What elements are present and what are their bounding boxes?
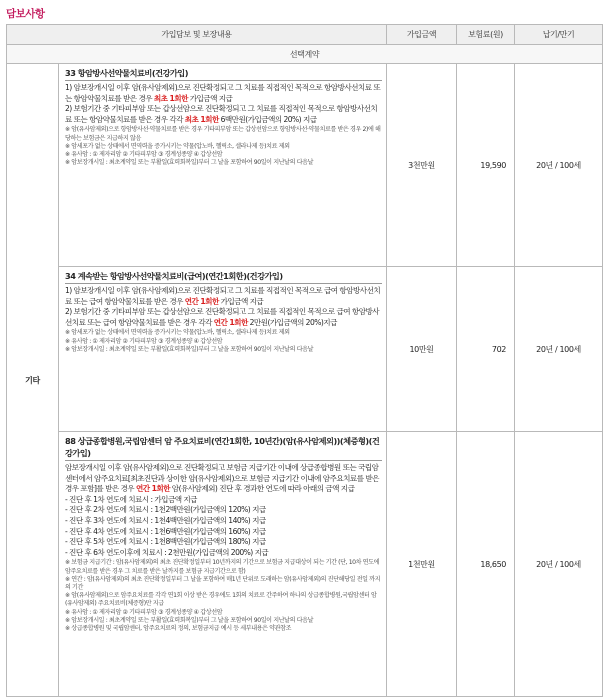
coverage-paragraph-1: 1) 암보장개시일 이후 암(유사암제외)으로 진단확정되고 그 치료를 직접적인 목적으로 항암방사선치료 또는 항암약물치료를 받은 경우 최초 1회한 가입금액 지급 bbox=[65, 83, 381, 103]
payout-schedule-list bbox=[65, 495, 382, 559]
header-coverage: 가입담보 및 보장내용 bbox=[7, 25, 387, 45]
header-premium: 보험료(원) bbox=[457, 25, 515, 45]
list-item: - 진단 후 5차 연도에 치료시 : 1천8백만원(가입금액의 180%) 지급 bbox=[65, 537, 266, 547]
premium-cell: 702 bbox=[457, 267, 515, 432]
header-period: 납기/만기 bbox=[515, 25, 603, 45]
limit-highlight: 연간 1회한 bbox=[213, 317, 248, 327]
coverage-title: 88 상급종합병원,국립암센터 암 주요치료비(연간1회한, 10년간)(암(유사암제외))(체증형)(건강가입) bbox=[65, 436, 380, 458]
list-item: - 진단 후 4차 연도에 치료시 : 1천6백만원(가입금액의 160%) 지급 bbox=[65, 526, 266, 536]
note-line: ※ 보험금 지급기간 : 암(유사암제외)의 최초 진단확정일부터 10년까지의 기간으로 보험금 지급대상이 되는 기간 (단, 10차 연도에 암주요치료를 받은 경우 그 치료를 받은 날까지를 보험금 지급기간으로 함) bbox=[65, 559, 380, 575]
table-row bbox=[7, 432, 603, 697]
coverage-paragraph-2: 2) 보험기간 중 기타피부암 또는 갑상선암으로 진단확정되고 그 치료를 직접적인 목적으로 항암방사선치료 또는 항암약물치료를 받은 경우 각각 최초 1회한 6백만원(가입금액의 20%) 지급 bbox=[65, 104, 378, 124]
coverage-desc-88 bbox=[59, 432, 387, 697]
coverage-table-wrapper bbox=[6, 24, 602, 697]
premium-cell: 19,590 bbox=[457, 64, 515, 267]
amount-cell: 10만원 bbox=[387, 267, 457, 432]
note-line: ※ 유사암 : ① 제자리암 ② 기타피부암 ③ 경계성종양 ④ 갑상선암 bbox=[65, 150, 223, 158]
coverage-body bbox=[65, 460, 382, 633]
list-item: - 진단 후 3차 연도에 치료시 : 1천4백만원(가입금액의 140%) 지급 bbox=[65, 515, 266, 525]
page-title: 담보사항 bbox=[6, 8, 45, 20]
coverage-body bbox=[65, 283, 382, 354]
note-line: ※ 암(유사암제외)으로 암주요치료를 각각 연1회 이상 받은 경우에도 1회의 치료로 간주하여 하나의 상급종합병원,국립암센터 암(유사암제외) 주요치료비(체증형)만 지급 bbox=[65, 592, 377, 608]
limit-highlight: 연간 1회한 bbox=[135, 484, 170, 494]
note-line: ※ 암보장개시일 : 최초계약일 또는 부활일(효력회복일)부터 그 날을 포함하여 90일이 지난날의 다음날 bbox=[65, 159, 314, 167]
note-line: ※ 암보장개시일 : 최초계약일 또는 부활일(효력회복일)부터 그 날을 포함하여 90일이 지난날의 다음날 bbox=[65, 345, 314, 353]
note-line: ※ 암세포가 없는 상태에서 면역력을 증가시키는 약물(압노바, 헬릭소, 셀라나제 등)치료 제외 bbox=[65, 142, 290, 150]
coverage-desc-33 bbox=[59, 64, 387, 267]
coverage-table bbox=[6, 24, 603, 697]
list-item: - 진단 후 1차 연도에 치료시 : 가입금액 지급 bbox=[65, 494, 197, 504]
note-line: ※ 암세포가 없는 상태에서 면역력을 증가시키는 약물(압노바, 헬릭소, 셀라나제 등)치료 제외 bbox=[65, 329, 290, 337]
amount-cell: 3천만원 bbox=[387, 64, 457, 267]
period-cell: 20년 / 100세 bbox=[515, 432, 603, 697]
limit-highlight: 최초 1회한 bbox=[153, 93, 188, 103]
coverage-desc-34 bbox=[59, 267, 387, 432]
coverage-body bbox=[65, 80, 382, 167]
coverage-title: 33 항암방사선약물치료비(건강가입) bbox=[65, 68, 188, 78]
period-cell: 20년 / 100세 bbox=[515, 64, 603, 267]
coverage-paragraph-1: 암보장개시일 이후 암(유사암제외)으로 진단확정되고 보험금 지급기간 이내에 상급종합병원 또는 국립암센터에서 암주요치료[최초진단과 상이한 암(유사암제외)으로 보험금 지급기간 이내에 암주요치료를 받은 경우 포함]를 받은 경우 연간 1회한 암(유사암제외) 진단 후 경과한 연도에 따라 아래의 금액 지급 bbox=[65, 463, 379, 494]
table-header-row bbox=[7, 25, 603, 45]
note-line: ※ 연간 : 암(유사암제외)의 최초 진단확정일부터 그 날을 포함하여 매1년 단위로 도래하는 암(유사암제외)의 진단해당일 전일 까지의 기간 bbox=[65, 575, 381, 591]
header-amount: 가입금액 bbox=[387, 25, 457, 45]
coverage-title: 34 계속받는 항암방사선약물치료비(급여)(연간1회한)(건강가입) bbox=[65, 271, 283, 281]
note-line: ※ 암보장개시일 : 최초계약일 또는 부활일(효력회복일)부터 그 날을 포함하여 90일이 지난날의 다음날 bbox=[65, 616, 314, 624]
coverage-paragraph-2: 2) 보험기간 중 기타피부암 또는 갑상선암으로 진단확정되고 그 치료를 직접적인 목적으로 급여 항암방사선치료 또는 급여 항암약물치료를 받은 경우 각각 연간 1회한 2만원(가입금액의 20%)지급 bbox=[65, 307, 380, 327]
list-item: - 진단 후 2차 연도에 치료시 : 1천2백만원(가입금액의 120%) 지급 bbox=[65, 505, 266, 515]
list-item: - 진단 후 6차 연도이후에 치료시 : 2천만원(가입금액의 200%) 지급 bbox=[65, 547, 269, 557]
section-row bbox=[7, 45, 603, 64]
limit-highlight: 최초 1회한 bbox=[184, 114, 219, 124]
section-label: 선택계약 bbox=[7, 45, 603, 64]
category-cell: 기타 bbox=[7, 64, 59, 697]
coverage-notes bbox=[65, 559, 382, 633]
limit-highlight: 연간 1회한 bbox=[184, 296, 219, 306]
amount-cell: 1천만원 bbox=[387, 432, 457, 697]
note-line: ※ 유사암 : ① 제자리암 ② 기타피부암 ③ 경계성종양 ④ 갑상선암 bbox=[65, 608, 223, 616]
coverage-paragraph-1: 1) 암보장개시일 이후 암(유사암제외)으로 진단확정되고 그 치료를 직접적인 목적으로 급여 항암방사선치료 또는 급여 항암약물치료를 받은 경우 연간 1회한 가입금액 지급 bbox=[65, 286, 381, 306]
note-line: ※ 유사암 : ① 제자리암 ② 기타피부암 ③ 경계성종양 ④ 갑상선암 bbox=[65, 337, 223, 345]
coverage-notes bbox=[65, 329, 382, 354]
note-line: ※ 암(유사암제외)으로 항암방사선·약물치료를 받은 경우 기타피부암 또는 갑상선암으로 항암방사선·약물치료를 받은 경우 2)에 해당하는 보험금은 지급하지 않음 bbox=[65, 126, 381, 142]
note-line: ※ 상급종합병원 및 국립암센터, 암주요치료의 정의, 보험금지급 예시 등 세부내용은 약관참조 bbox=[65, 624, 292, 632]
table-row bbox=[7, 64, 603, 267]
period-cell: 20년 / 100세 bbox=[515, 267, 603, 432]
coverage-notes bbox=[65, 126, 382, 167]
premium-cell: 18,650 bbox=[457, 432, 515, 697]
table-row bbox=[7, 267, 603, 432]
